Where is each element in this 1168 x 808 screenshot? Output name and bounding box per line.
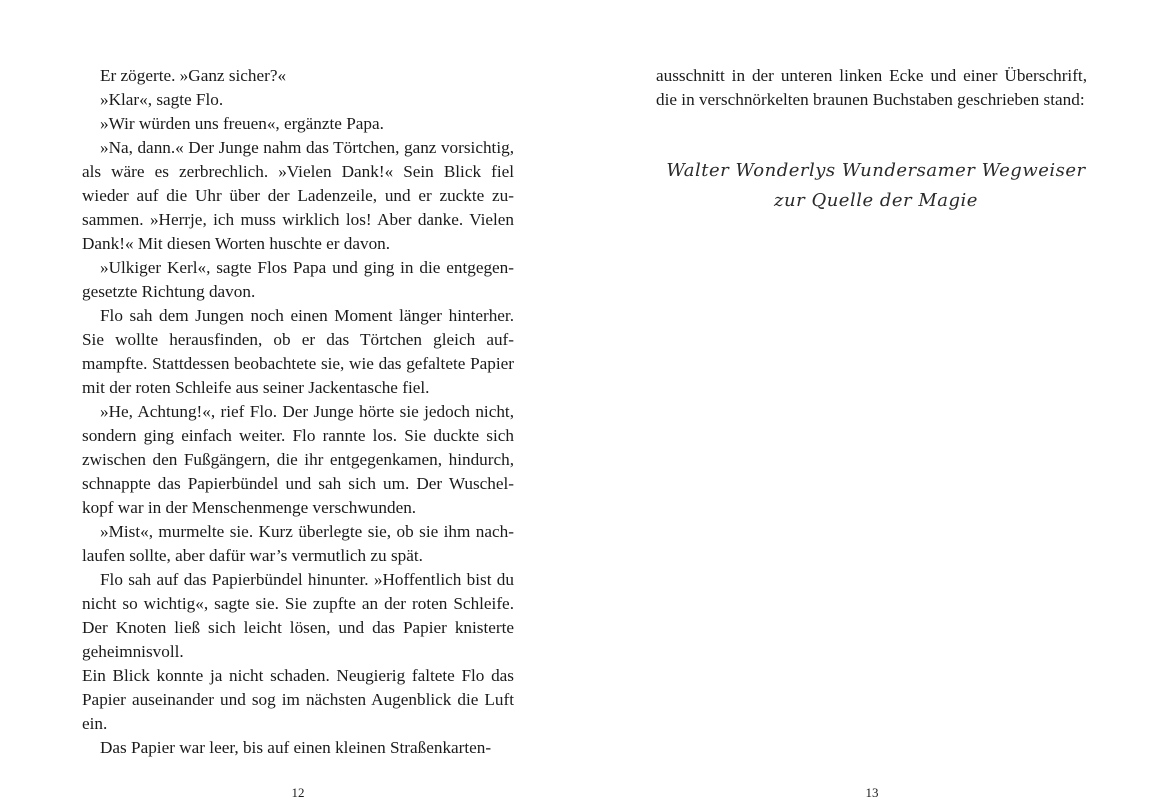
paragraph: Flo sah auf das Papierbündel hinunter. »Hoffentlich bist du nicht so wichtig«, sagte sie. Sie zupfte an der roten Schleife. Der Knoten ließ sich leicht lösen, und das Papier knisterte geheimnisvoll. <box>82 570 514 661</box>
paragraph: »Wir würden uns freuen«, ergänzte Papa. <box>100 114 384 133</box>
paragraph: »Ulkiger Kerl«, sagte Flos Papa und ging in die entgegengesetzte Richtung davon. <box>82 258 514 301</box>
map-title-line: Walter Wonderlys Wundersamer Wegweiser <box>666 160 1086 181</box>
paragraph: Flo sah dem Jungen noch einen Moment länger hinterher. Sie wollte herausfinden, ob er das Törtchen gleich aufmampfte. Stattdessen beobachtete sie, wie das gefaltete Papier mit der roten Schleife aus seiner Jackentasche fiel. <box>82 306 514 397</box>
page-number: 13 <box>865 785 879 800</box>
page-number: 12 <box>291 785 305 800</box>
map-title-line: zur Quelle der Magie <box>774 190 978 211</box>
paragraph: »He, Achtung!«, rief Flo. Der Junge hörte sie jedoch nicht, sondern ging einfach weiter. Flo rannte los. Sie duckte sich zwischen den Fußgängern, die ihr entgegenkamen, hindurch, schnappte das Papierbündel und sah sich um. Der Wuschelkopf war in der Menschenmenge verschwunden. <box>82 402 514 517</box>
paragraph: »Mist«, murmelte sie. Kurz überlegte sie, ob sie ihm nachlaufen sollte, aber dafür war’s vermutlich zu spät. <box>82 522 514 565</box>
paragraph: »Klar«, sagte Flo. <box>100 90 224 109</box>
paragraph: Das Papier war leer, bis auf einen kleinen Straßenkarten- <box>100 738 492 757</box>
left-page-text <box>82 64 514 760</box>
paragraph: ausschnitt in der unteren linken Ecke und einer Überschrift, die in verschnörkelten braunen Buchstaben geschrieben stand: <box>656 66 1087 109</box>
paragraph: »Na, dann.« Der Junge nahm das Törtchen, ganz vorsichtig, als wäre es zerbrechlich. »Vielen Dank!« Sein Blick fiel wieder auf die Uhr über der Ladenzeile, und er zuckte zusammen. »Herrje, ich muss wirklich los! Aber danke. Vielen Dank!« Mit diesen Worten huschte er davon. <box>82 138 514 253</box>
map-title <box>624 156 1128 216</box>
paragraph: Ein Blick konnte ja nicht schaden. Neugierig faltete Flo das Papier auseinander und sog im nächsten Augenblick die Luft ein. <box>82 666 514 733</box>
paragraph: Er zögerte. »Ganz sicher?« <box>100 66 287 85</box>
right-page-text <box>656 64 1087 112</box>
right-page <box>584 0 1168 808</box>
